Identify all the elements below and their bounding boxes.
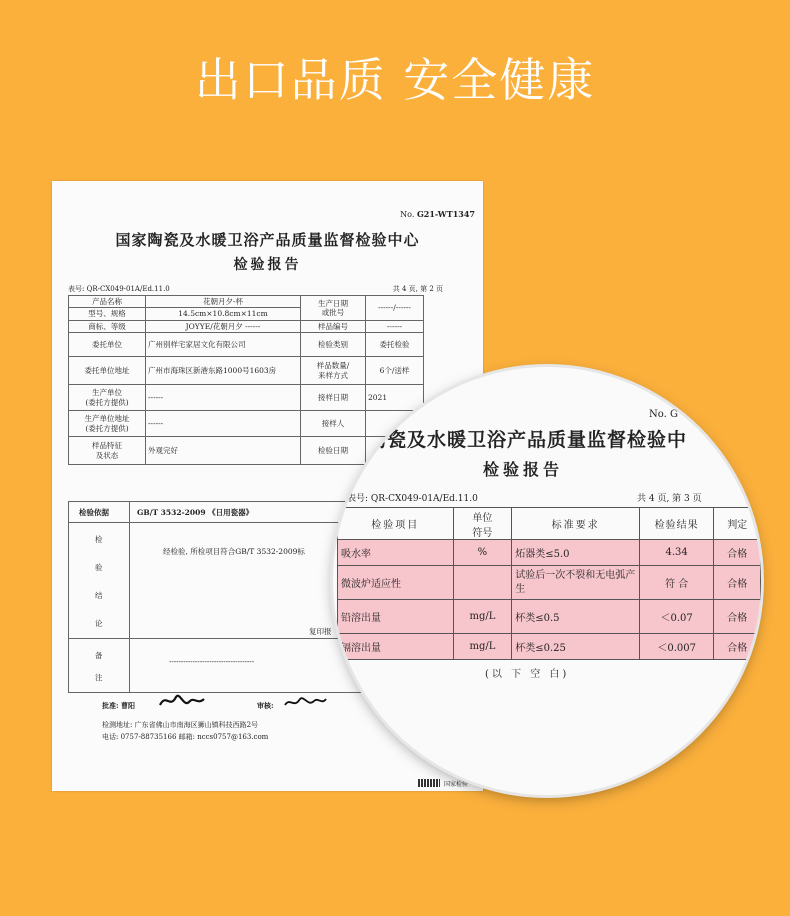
conclusion-label-char-2: 验 [95, 563, 103, 572]
remark-label-char-1: 备 [95, 651, 103, 660]
report-number-prefix: No. [400, 210, 415, 219]
receiver-label: 接样人 [301, 411, 366, 437]
conclusion-label-char-1: 检 [95, 535, 103, 544]
unit-cell: % [453, 540, 512, 566]
qr-code-icon [418, 779, 440, 787]
test-type-value: 委托检验 [366, 333, 424, 357]
brand-cell [146, 320, 301, 332]
result-cell: ＜0.007 [639, 634, 713, 660]
test-results-table [337, 507, 761, 660]
brand-label: 商标、等级 [69, 320, 146, 332]
header-result: 检验结果 [639, 508, 713, 540]
magnified-report-title: 检验报告 [483, 460, 564, 479]
report-title: 检验报告 [233, 257, 302, 273]
form-number: 表号: QR-CX049-01A/Ed.11.0 [68, 285, 170, 293]
table-row [338, 634, 761, 660]
product-name-label: 产品名称 [69, 296, 146, 308]
unit-cell: mg/L [453, 600, 512, 634]
header-unit: 单位 符号 [453, 508, 512, 540]
unit-cell [453, 566, 512, 600]
table-row [338, 600, 761, 634]
client-label: 委托单位 [69, 333, 146, 357]
quantity-value: 6个/送样 [366, 357, 424, 385]
sample-no-value: ------ [366, 320, 424, 332]
magnified-form-number: 表号: QR-CX049-01A/Ed.11.0 [347, 494, 478, 504]
maker-value: ------ [146, 385, 301, 411]
table-row [338, 566, 761, 600]
reviewer-label: 审核: [257, 701, 274, 710]
conclusion-text: 经检验, 所检项目符合GB/T 3532-2009标 [163, 547, 305, 556]
verdict-cell: 合格 [714, 540, 761, 566]
header-verdict: 判定 [714, 508, 761, 540]
blank-below-note: (以 下 空 白) [485, 669, 570, 680]
receive-date-label: 接样日期 [301, 385, 366, 411]
lab-contact: 电话: 0757-88735166 邮箱: nccs0757@163.com [102, 733, 269, 741]
feature-value: 外观完好 [146, 437, 301, 465]
product-name-value: 花朝月夕-杯 [146, 296, 301, 308]
report-number-value: G21-WT1347 [416, 209, 475, 219]
requirement-cell: 试验后一次不裂和无电弧产生 [512, 566, 640, 600]
requirement-cell: 杯类≤0.5 [512, 600, 640, 634]
prod-date-value: ------/------ [366, 296, 424, 321]
qr-caption: 国家检验 [444, 781, 469, 788]
page-count: 共 4 页, 第 2 页 [392, 285, 443, 293]
client-address-value: 广州市海珠区新港东路1000号1603房 [146, 357, 301, 385]
item-cell: 吸水率 [338, 540, 454, 566]
reviewer-signature [282, 691, 328, 713]
maker-address-label: 生产单位地址 (委托方提供) [69, 411, 146, 437]
result-cell: 符 合 [639, 566, 713, 600]
table-row [338, 540, 761, 566]
result-cell: ＜0.07 [639, 600, 713, 634]
conclusion-label-char-4: 论 [95, 619, 103, 628]
basis-value: GB/T 3532-2009 《日用瓷器》 [137, 508, 254, 517]
magnified-page-count: 共 4 页, 第 3 页 [637, 494, 702, 504]
client-address-label: 委托单位地址 [69, 357, 146, 385]
test-type-label: 检验类别 [301, 333, 366, 357]
lab-address: 检测地址: 广东省佛山市南海区狮山镇科技西路2号 [102, 721, 259, 729]
conclusion-label-char-3: 结 [95, 591, 103, 600]
item-cell: 微波炉适应性 [338, 566, 454, 600]
magnified-results-view [333, 367, 761, 795]
item-cell: 铅溶出量 [338, 600, 454, 634]
receive-date-value: 2021 [366, 385, 424, 411]
bottom-band [0, 902, 790, 916]
result-cell: 4.34 [639, 540, 713, 566]
brand-grade-value: ------ [245, 321, 261, 331]
verdict-cell: 合格 [714, 600, 761, 634]
prod-date-label: 生产日期 或批号 [301, 296, 366, 321]
maker-address-value: ------ [146, 411, 301, 437]
magnified-report-number: No. G [649, 409, 678, 420]
test-date-label: 检验日期 [301, 437, 366, 465]
item-cell: 镉溶出量 [338, 634, 454, 660]
page-headline: 出口品质 安全健康 [194, 53, 596, 107]
requirement-cell: 炻器类≤5.0 [512, 540, 640, 566]
approver-label: 批准: 曹阳 [102, 701, 136, 710]
model-value: 14.5cm×10.8cm×11cm [146, 308, 301, 320]
org-title: 国家陶瓷及水暖卫浴产品质量监督检验中心 [115, 231, 420, 249]
brand-value: JOYYE/花朝月夕 [185, 321, 243, 331]
maker-label: 生产单位 (委托方提供) [69, 385, 146, 411]
model-label: 型号、规格 [69, 308, 146, 320]
unit-cell: mg/L [453, 634, 512, 660]
stamp-text: 复印报 [309, 627, 332, 636]
magnified-org-title: 陶瓷及水暖卫浴产品质量监督检验中 [367, 429, 688, 451]
report-number [400, 209, 475, 219]
verdict-cell: 合格 [714, 566, 761, 600]
approver-signature [156, 689, 208, 713]
basis-label: 检验依据 [79, 508, 109, 517]
header-requirement: 标准要求 [512, 508, 640, 540]
sample-no-label: 样品编号 [301, 320, 366, 332]
remark-label-char-2: 注 [95, 673, 103, 682]
remark-value: ------------------------------------ [169, 658, 255, 666]
verdict-cell: 合格 [714, 634, 761, 660]
requirement-cell: 杯类≤0.25 [512, 634, 640, 660]
quantity-label: 样品数量/ 来样方式 [301, 357, 366, 385]
header-test-item: 检验项目 [338, 508, 454, 540]
client-value: 广州别样宅家居文化有限公司 [146, 333, 301, 357]
feature-label: 样品特征 及状态 [69, 437, 146, 465]
